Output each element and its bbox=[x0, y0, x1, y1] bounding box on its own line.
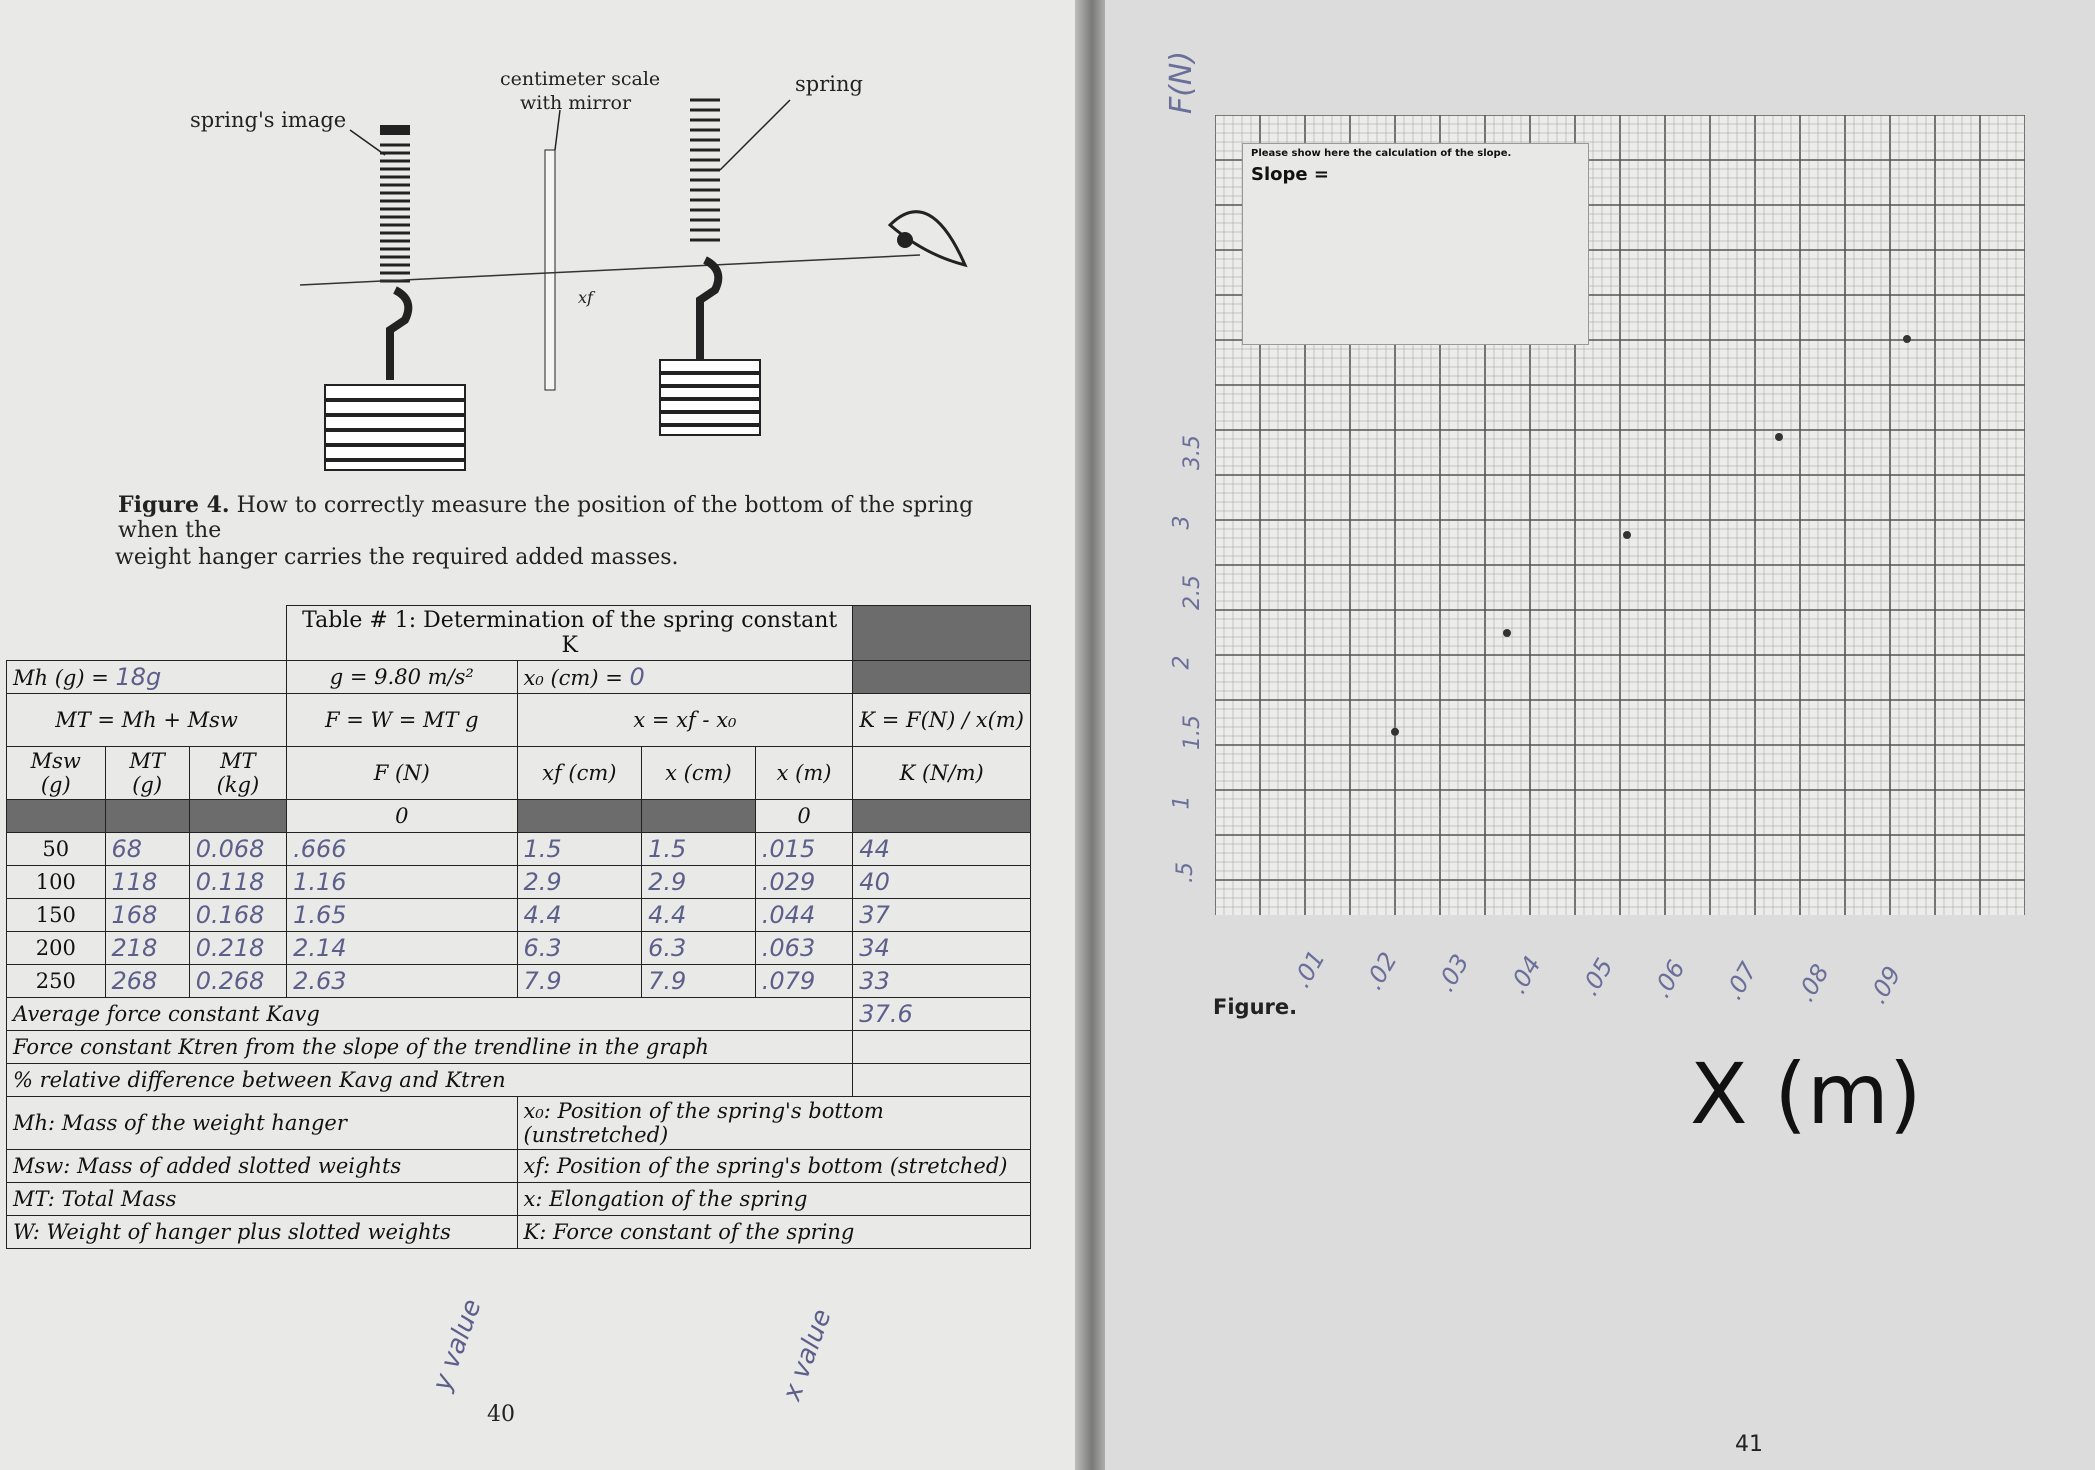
figure-caption bbox=[118, 492, 1018, 543]
f-cell: 1.16 bbox=[287, 866, 517, 899]
y-tick-label: 1.5 bbox=[1180, 715, 1205, 750]
col-header: MT (kg) bbox=[189, 747, 286, 800]
figure-caption-label: Figure 4. bbox=[118, 492, 230, 518]
mt-kg-cell: 0.168 bbox=[189, 899, 286, 932]
mh-cell bbox=[7, 661, 287, 694]
mt-kg-cell: 0.268 bbox=[189, 965, 286, 998]
mt-kg-cell: 0.118 bbox=[189, 866, 286, 899]
table-row bbox=[7, 899, 1031, 932]
x-m-cell: .029 bbox=[755, 866, 853, 899]
slope-label: Slope = bbox=[1251, 164, 1329, 185]
legend-k: K: Force constant of the spring bbox=[517, 1216, 1030, 1249]
f-cell: 2.14 bbox=[287, 932, 517, 965]
table-row bbox=[7, 932, 1031, 965]
f-cell: 2.63 bbox=[287, 965, 517, 998]
x-formula: x = xf - x₀ bbox=[517, 694, 853, 747]
x-tick-label: .09 bbox=[1863, 961, 1907, 1009]
x-tick-label: .01 bbox=[1287, 945, 1331, 993]
table-row bbox=[7, 965, 1031, 998]
tren-value bbox=[853, 1031, 1031, 1064]
xf-cell: 6.3 bbox=[517, 932, 642, 965]
mt-g-cell: 168 bbox=[105, 899, 189, 932]
k-cell: 34 bbox=[853, 932, 1031, 965]
k-cell: 44 bbox=[853, 833, 1031, 866]
y-tick-label: 2 bbox=[1169, 655, 1195, 670]
y-tick-label: 3.5 bbox=[1180, 435, 1205, 470]
x-cm-cell: 4.4 bbox=[642, 899, 756, 932]
figure-caption-text: How to correctly measure the position of the bottom of the spring when the bbox=[118, 493, 974, 543]
col-header: Msw (g) bbox=[7, 747, 106, 800]
xf-cell: 7.9 bbox=[517, 965, 642, 998]
x-cm-cell: 1.5 bbox=[642, 833, 756, 866]
col-header: x (cm) bbox=[642, 747, 756, 800]
tren-label: Force constant Ktren from the slope of the trendline in the graph bbox=[7, 1031, 853, 1064]
mt-g-cell: 68 bbox=[105, 833, 189, 866]
legend-mt: MT: Total Mass bbox=[7, 1183, 518, 1216]
data-point bbox=[1391, 728, 1399, 736]
x-tick-label: .02 bbox=[1359, 947, 1403, 995]
xf-cell: 2.9 bbox=[517, 866, 642, 899]
x-m-cell: .044 bbox=[755, 899, 853, 932]
x-tick-label: .08 bbox=[1791, 959, 1835, 1007]
data-point bbox=[1623, 531, 1631, 539]
mt-kg-cell: 0.218 bbox=[189, 932, 286, 965]
springs-image-label: spring's image bbox=[190, 108, 347, 132]
f-formula: F = W = MT g bbox=[287, 694, 517, 747]
x-tick-label: .04 bbox=[1503, 951, 1547, 999]
avg-label: Average force constant Kavg bbox=[7, 998, 853, 1031]
x-cm-cell: 6.3 bbox=[642, 932, 756, 965]
y-axis-label: F(N) bbox=[1164, 50, 1200, 115]
figure-caption-line2: weight hanger carries the required added masses. bbox=[115, 545, 679, 570]
x0-label: x₀ (cm) = bbox=[523, 666, 623, 690]
mirror-scale bbox=[545, 150, 555, 390]
data-point bbox=[1503, 629, 1511, 637]
table-title: Table # 1: Determination of the spring constant K bbox=[287, 606, 853, 661]
spring-label: spring bbox=[795, 72, 863, 96]
y-tick-label: 1 bbox=[1169, 795, 1195, 810]
mh-value: 18g bbox=[115, 663, 162, 691]
legend-w: W: Weight of hanger plus slotted weights bbox=[7, 1216, 518, 1249]
col-header: MT (g) bbox=[105, 747, 189, 800]
x-cm-cell: 7.9 bbox=[642, 965, 756, 998]
col-header: F (N) bbox=[287, 747, 517, 800]
mt-kg-cell: 0.068 bbox=[189, 833, 286, 866]
table-row bbox=[7, 833, 1031, 866]
handwriting-y-value: y value bbox=[427, 1295, 488, 1395]
mt-formula: MT = Mh + Msw bbox=[7, 694, 287, 747]
slope-box bbox=[1242, 143, 1589, 345]
x-tick-label: .07 bbox=[1719, 957, 1763, 1005]
col-header: xf (cm) bbox=[517, 747, 642, 800]
table-row bbox=[7, 866, 1031, 899]
centimeter-scale-label: centimeter scale bbox=[500, 68, 661, 90]
zero-f: 0 bbox=[287, 800, 517, 833]
legend-msw: Msw: Mass of added slotted weights bbox=[7, 1150, 518, 1183]
spring-illustration bbox=[200, 70, 1000, 490]
zero-row bbox=[7, 800, 1031, 833]
f-cell: .666 bbox=[287, 833, 517, 866]
diff-label: % relative difference between Kavg and Ktren bbox=[7, 1064, 853, 1097]
x-tick-label: .03 bbox=[1431, 949, 1475, 997]
x0-value: 0 bbox=[629, 663, 645, 691]
k-cell: 33 bbox=[853, 965, 1031, 998]
x-tick-label: .05 bbox=[1575, 953, 1619, 1001]
book-spine bbox=[1075, 0, 1109, 1470]
spring-image-drawing bbox=[325, 125, 465, 470]
legend-mh: Mh: Mass of the weight hanger bbox=[7, 1097, 518, 1150]
xf-cell: 4.4 bbox=[517, 899, 642, 932]
msw-cell: 250 bbox=[7, 965, 106, 998]
mt-g-cell: 268 bbox=[105, 965, 189, 998]
x-axis-label: X (m) bbox=[1690, 1045, 1922, 1143]
x-cm-cell: 2.9 bbox=[642, 866, 756, 899]
x-m-cell: .015 bbox=[755, 833, 853, 866]
col-header: K (N/m) bbox=[853, 747, 1031, 800]
table-spring-constant bbox=[6, 605, 1031, 1249]
y-tick-label: 3 bbox=[1169, 515, 1195, 530]
k-formula: K = F(N) / x(m) bbox=[853, 694, 1031, 747]
f-cell: 1.65 bbox=[287, 899, 517, 932]
k-cell: 37 bbox=[853, 899, 1031, 932]
figure-label: Figure. bbox=[1213, 995, 1298, 1019]
x-m-cell: .079 bbox=[755, 965, 853, 998]
xf-label: xf bbox=[578, 288, 593, 307]
y-tick-label: .5 bbox=[1173, 862, 1198, 883]
mh-label: Mh (g) = bbox=[13, 666, 109, 690]
header-row bbox=[7, 747, 1031, 800]
mt-g-cell: 218 bbox=[105, 932, 189, 965]
mt-g-cell: 118 bbox=[105, 866, 189, 899]
legend-x: x: Elongation of the spring bbox=[517, 1183, 1030, 1216]
diff-value bbox=[853, 1064, 1031, 1097]
legend-xf: xf: Position of the spring's bottom (stretched) bbox=[517, 1150, 1030, 1183]
xf-cell: 1.5 bbox=[517, 833, 642, 866]
legend-x0: x₀: Position of the spring's bottom (unstretched) bbox=[517, 1097, 1030, 1150]
msw-cell: 150 bbox=[7, 899, 106, 932]
g-cell: g = 9.80 m/s² bbox=[287, 661, 517, 694]
page-number-left: 40 bbox=[487, 1402, 515, 1427]
centimeter-scale-label-line2: with mirror bbox=[520, 92, 632, 114]
x-tick-label: .06 bbox=[1647, 955, 1691, 1003]
data-point bbox=[1903, 335, 1911, 343]
zero-x-m: 0 bbox=[755, 800, 853, 833]
handwriting-x-value: x value bbox=[777, 1305, 838, 1405]
data-point bbox=[1775, 433, 1783, 441]
x0-cell bbox=[517, 661, 853, 694]
col-header: x (m) bbox=[755, 747, 853, 800]
msw-cell: 200 bbox=[7, 932, 106, 965]
slope-note: Please show here the calculation of the slope. bbox=[1251, 148, 1512, 159]
y-tick-label: 2.5 bbox=[1180, 575, 1205, 610]
msw-cell: 100 bbox=[7, 866, 106, 899]
msw-cell: 50 bbox=[7, 833, 106, 866]
x-m-cell: .063 bbox=[755, 932, 853, 965]
avg-value: 37.6 bbox=[853, 998, 1031, 1031]
page-number-right: 41 bbox=[1735, 1432, 1763, 1457]
k-cell: 40 bbox=[853, 866, 1031, 899]
